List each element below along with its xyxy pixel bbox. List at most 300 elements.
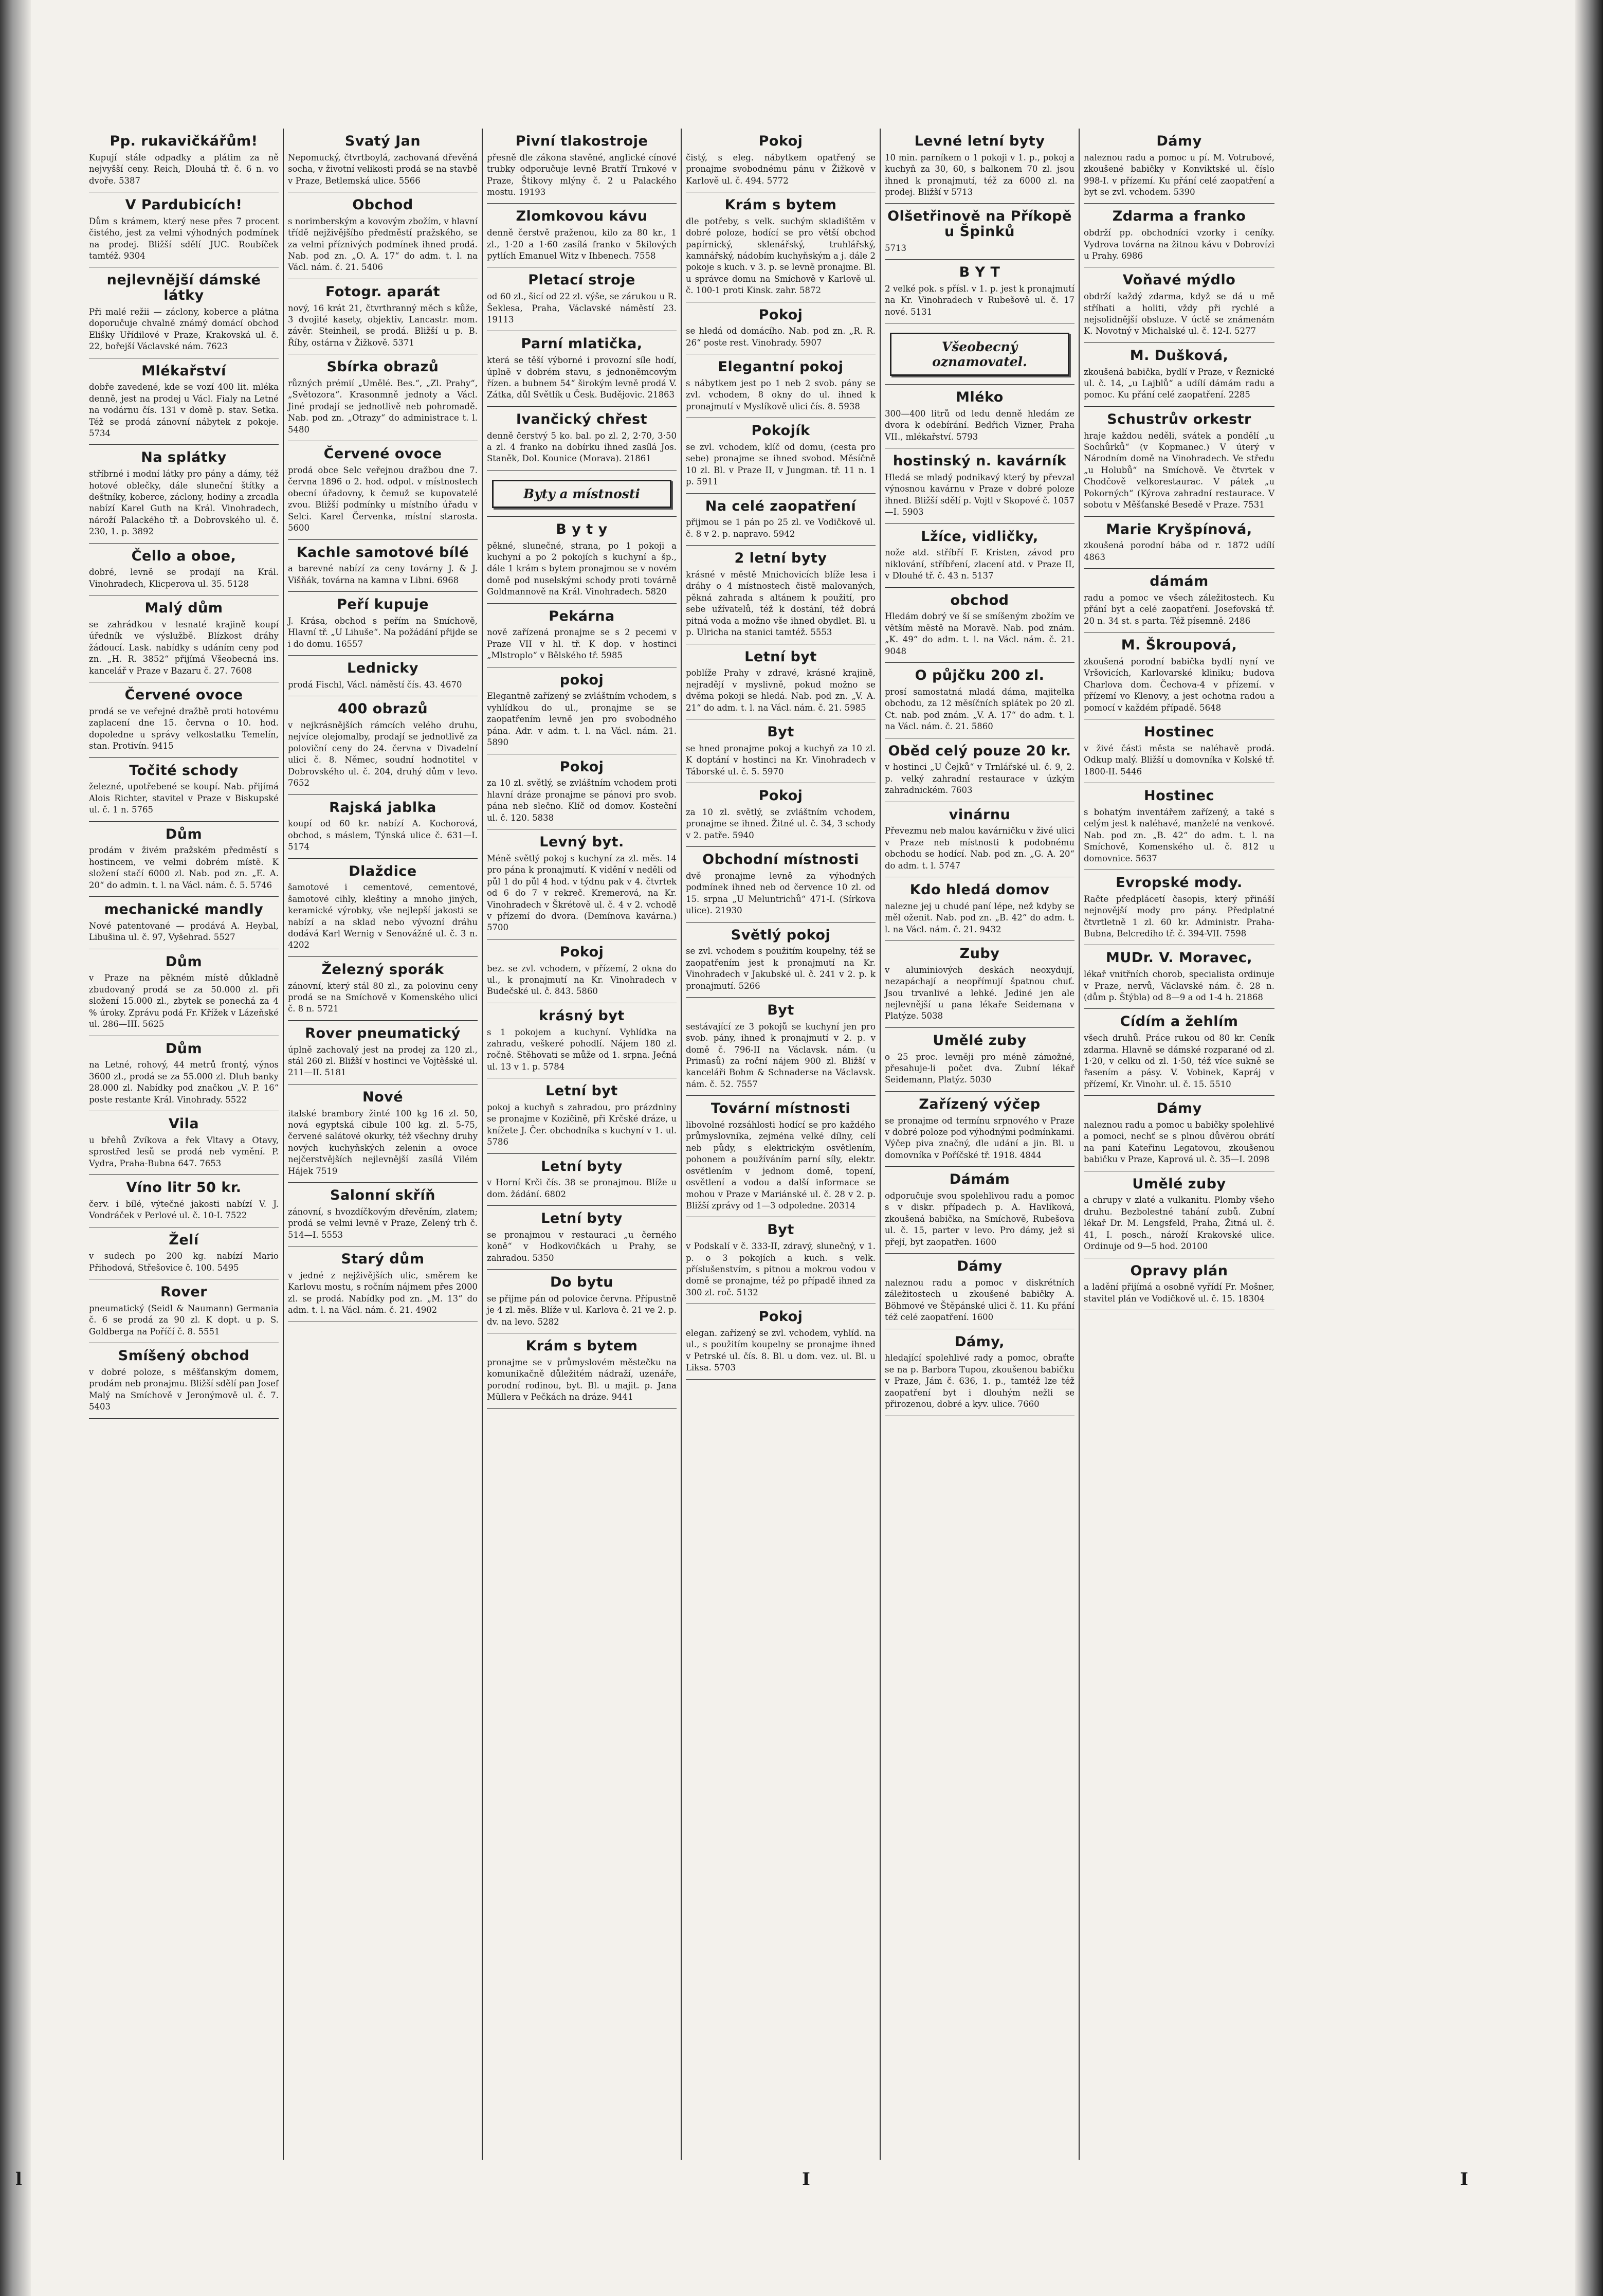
ad-headline: Kdo hledá domov [909,882,1050,898]
classified-ad [288,1183,478,1246]
ad-body: prodá obce Selc veřejnou dražbou dne 7. června 1896 o 2. hod. odpol. v místnostech obecní úřadovny, k čemuž se kupovatelé zvou. Bližší podmínky u místního úřadu v Selci. Karel Červenka, místní starosta. 5600 [288,465,478,533]
ad-headline: Nové [362,1089,404,1105]
classified-ad [885,260,1074,323]
classified-ad [686,847,876,922]
ad-headline: Elegantní pokoj [718,359,844,375]
ad-body: železné, upotřebené se koupí. Nab. přijímá Alois Richter, stavitel v Praze v Biskupské ul. č. 1 n. 5765 [89,782,279,815]
ad-body: dle potřeby, s velk. suchým skladištěm v dobré poloze, hodící se pro větší obchod papírnický, sklenářský, truhlářský, kamnářský, nádobím kuchyňským a j. dále 2 pokoje s kuch. v 3. p. se levně pronajme. Bl. u správce domu na Smíchově v Karlově ul. č. 100-1 proti Kinsk. zahr. 5872 [686,216,876,296]
classified-ad [885,663,1074,738]
scan-left-edge [0,0,31,2296]
classified-ad [89,544,279,596]
section-title: Byty a místnosti [492,480,671,508]
column-5 [881,129,1080,2160]
ad-body: od 60 zl., šicí od 22 zl. výše, se zárukou u R. Šeklesa, Praha, Václavské náměstí 23. 19113 [487,292,677,324]
classified-ad [89,1175,279,1227]
ad-headline: vinárnu [949,806,1011,823]
ad-body: Kupují stále odpadky a plátim za ně nejvyšší ceny. Reich, Dlouhá tř. č. 6 n. vo dvoře. 5387 [89,152,279,186]
ad-body: naleznou radu a pomoc u babičky spolehlivé a pomoci, nechť se s plnou důvěrou obrátí na paní Kateřinu Legatovou, zkoušenou babičku v Praze, Kaprová ul. č. 35—I. 2098 [1084,1119,1274,1165]
classified-ad [288,592,478,656]
ad-headline: Salonní skříň [330,1187,435,1204]
classified-ad [89,758,279,822]
ad-body: se zvl. vchodem, klíč od domu, (cesta pro sebe) pronajme se ihned svobod. Měsíčně 10 zl. Bl. v Praze II, v Jungman. tř. 11 n. 1 p. 5911 [686,442,876,487]
ad-body: dvě pronajme levně za výhodných podmínek ihned neb od července 10 zl. od 15. srpna „U Meluntrichů“ 471-I. (Sírkova ulice). 21930 [686,871,876,916]
scan-right-edge [1575,0,1603,2296]
classified-ad [89,192,279,267]
ad-body: prodá se ve veřejné dražbě proti hotovému zaplacení dne 15. června o 10. hod. dopoledne u správy velkostatku Temelín, stan. Protivín. 9415 [89,706,279,751]
classified-ad [487,829,677,939]
classified-ad [89,129,279,192]
ad-body: Račte předplácetí časopis, který přináší nejnovější mody pro pány. Předplatné čtvrtletně 1 zl. 60 kr. Administr. Praha-Bubna, Belcrediho tř. č. 394-VII. 7598 [1084,894,1274,938]
ad-headline: Cídím a žehlím [1120,1014,1238,1030]
ad-headline: Umělé zuby [933,1032,1027,1048]
column-4 [682,129,881,2160]
ad-body: pěkné, slunečné, strana, po 1 pokoji a kuchyní a po 2 pokojích s kuchyní a šp., dále 1 krám s bytem pronajmou se v novém domě pod nuselskými schody proti továrně Goldmannově na Král. Vinohradech. 5820 [487,540,677,597]
ad-headline: Ivančický chřest [516,411,648,427]
ad-body: a chrupy v zlaté a vulkanitu. Plomby všeho druhu. Bezbolestné tahání zubů. Zubní lékař Dr. M. Lengsfeld, Praha, Žitná ul. č. 41, I. posch., nároží Krakovské ulice. Ordinuje od 9—5 hod. 20100 [1084,1195,1274,1252]
classified-ad [1084,1009,1274,1096]
ad-headline: V Pardubicích! [125,197,243,213]
ad-headline: Sbírka obrazů [326,359,439,375]
classified-ad [487,204,677,267]
ad-headline: Hostinec [1144,788,1214,804]
ad-body: stříbrné i modní látky pro pány a dámy, též hotové oblečky, dále sluneční štítky a deštníky, koberce, záclony, hodiny a zrcadla nabízí Karel Guth na Král. Vinohradech, nároží Palackého tř. a Dobrovského ul. č. 230, 1. p. 3892 [89,469,279,537]
ad-body: se hned pronajme pokoj a kuchyň za 10 zl. K doptání v hostinci na Kr. Vinohradech v Táborské ul. č. 5. 5970 [686,743,876,776]
ad-headline: Pokoj [559,758,604,775]
classified-ad [885,204,1074,260]
classified-ad [686,418,876,493]
ad-headline: Zlomkovou kávu [516,208,648,225]
ad-body: v aluminiových deskách neoxydují, nezapáchají a neopřímují špatnou chuť. Jsou trvanlivé a lehké. Jediné jen ale nejlevnější u pana lékaře Seidemana v Platýze. 5038 [885,965,1074,1021]
ad-body: v Horní Krči čís. 38 se pronajmou. Blíže u dom. žádání. 6802 [487,1178,677,1199]
classified-ad [487,1270,677,1333]
ad-headline: Dámy [1156,1100,1202,1117]
ad-body: 5713 [885,243,906,253]
ad-headline: Malý dům [144,600,223,617]
page-mark-right: I [1460,2169,1468,2190]
classified-ad [686,129,876,192]
classified-ad [89,1036,279,1111]
ad-body: šamotové i cementové, cementové, šamotové cihly, kleštiny a mnoho jiných, keramické výrobky, vše nejlepší jakosti se nabízí a na sklad nebo vývozní dráhu dodává Karl Wernig v Senovážné ul. č. 3 n. 4202 [288,882,478,950]
column-6 [1080,129,1279,2160]
classified-ad [1084,267,1274,342]
classified-ad [1084,569,1274,632]
classified-ad [487,754,677,829]
ad-body: J. Krása, obchod s peřím na Smíchově, Hlavní tř. „U Lihuše“. Na požádání přijde se i do domu. 16557 [288,616,478,649]
ad-body: v Podskalí v č. 333-II, zdravý, slunečný, v 1. p. o 3 pokojích a kuch. s velk. příslušenstvím, s pitnou a mokrou vodou v domě se pronajme, též po případě ihned za 300 zl. roč. 5132 [686,1241,876,1297]
ad-body: u břehů Zvíkova a řek Vltavy a Otavy, sprostřed lesů se prodá neb vymění. P. Vydra, Praha-Bubna 647. 7653 [89,1135,279,1168]
ad-headline: Pokoj [758,306,803,323]
classified-ad [885,1167,1074,1254]
page-mark-left: l [15,2169,22,2190]
classified-ad [885,941,1074,1028]
ad-body: poblíže Prahy v zdravé, krásné krajině, nejradějí v myslivně, pokud možno se dvěma pokoji se hledá. Nab. pod zn. „V. A. 21“ do adm. t. l. na Václ. nám. č. 21. 5985 [686,668,876,713]
classified-ad [288,129,478,192]
ad-body: v nejkrásnějších rámcích velého druhu, nejvíce olejomalby, prodají se jednotlivě za poloviční ceny do 24. června v Divadelní ulici č. 8. Němec, soudní hodnotitel v Dobrovského ul. č. 204, druhý dům v levo. 7652 [288,720,478,788]
ad-headline: Pokoj [758,133,803,149]
ad-body: dobře zavedené, kde se vozí 400 lit. mléka denně, jest na prodej u Václ. Fialy na Letné na vodárnu čís. 131 v domě p. stav. Setka. Též se prodá zánovní nábytek z pokoje. 5734 [89,382,279,438]
classified-ad [885,385,1074,448]
classified-ad [1084,1171,1274,1258]
ad-headline: Lednicky [347,660,418,677]
ad-body: pneumatický (Seidl & Naumann) Germania č. 6 se prodá za 90 zl. K dopt. u p. S. Goldberga na Poříčí č. 8. 5551 [89,1303,279,1336]
newspaper-page [85,129,1478,2160]
ad-body: prodám v živém pražském předměstí s hostincem, ve velmi dobrém místě. K složení stačí 6000 zl. Nab. pod zn. „E. A. 20“ do admin. t. l. na Václ. nám. č. 5. 5746 [89,845,279,890]
ad-headline: B Y T [959,264,1000,281]
ad-body: zkoušená babička, bydlí v Praze, v Řeznické ul. č. 14, „u Lajblů“ a udílí dámám radu a pomoc. Ku přání celé zaopatření. 2285 [1084,367,1274,400]
ad-headline: Starý dům [341,1251,425,1268]
ad-headline: Dlaždice [349,863,417,879]
classified-ad [288,540,478,592]
classified-ad [89,445,279,543]
ad-body: se pronajme od termínu srpnového v Praze v dobré poloze pod výhodnými podmínkami. Výčep piva značný, dle udání a jin. Bl. u domovníka v Poříčské tř. 1918. 4844 [885,1115,1074,1160]
ad-body: libovolné rozsáhlosti hodící se pro každého průmyslovníka, zejména velké dílny, celí neb půdy, s elektrickým osvětlením, pohonem a používáním parní síly, elektr. osvětlením v jednom domě, topení, osvětlení a vodou a další informace se mohou v Praze v Mariánské ul. č. 28 v 2. p. Bližší zprávy od 1—3 odpoledne. 20314 [686,1119,876,1210]
ad-headline: Pp. rukavičkářům! [110,133,258,149]
ad-headline: Letní byt [545,1083,618,1099]
ad-headline: Byt [767,1222,794,1238]
ad-body: v hostinci „U Čejků“ v Trnlářské ul. č. 9, 2. p. velký zahradní restaurace v úzkým zahradnickém. 7603 [885,762,1074,796]
ad-headline: Rover pneumatický [305,1025,461,1041]
ad-headline: MUDr. V. Moravec, [1105,950,1253,966]
ad-headline: obchod [950,592,1009,608]
ad-body: Hledám dobrý ve ší se smíšeným zbožím ve větším městě na Moravě. Nab. pod znám. „K. 49“ do adm. t. l. na Václ. nám. č. 21. 9048 [885,611,1074,656]
ad-headline: M. Škroupová, [1121,637,1237,654]
ad-body: o 25 proc. levněji pro méně zámožné, přesahuje-li počet dva. Zubní lékař Seidemann, Platýz. 5030 [885,1052,1074,1085]
ad-body: která se těší výborné i provozní síle hodí, úplně v dobrém stavu, s jednoněmcovým řízen. a bubnem 54“ širokým levně prodá V. Zátka, důl Světlík u Česk. Budějovic. 21863 [487,355,677,400]
ad-body: s bohatým inventářem zařízený, a také s celým jest k naléhavé, manželé na venkové. Nab. pod zn. „B. 42“ do adm. t. l. na Smíchově, Komenského ul. č. 812 u domovnice. 5637 [1084,807,1274,863]
ad-body: různých prémií „Umělé. Bes.“, „Zl. Prahy“, „Světozora“. Krasonmně jednoty a Václ. Jiné prodají se jednotlivě neb pohromadě. Nab. pod zn. „Otrazy“ do administrace t. l. 5480 [288,378,478,435]
ad-headline: Tovární místnosti [711,1100,851,1117]
classified-ad [885,1028,1074,1092]
classified-ad [487,1206,677,1270]
classified-ad [487,1003,677,1078]
ad-body: bez. se zvl. vchodem, v přízemí, 2 okna do ul., k pronajmutí na Kr. Vinohradech v Budečské ul. č. 843. 5860 [487,963,677,997]
classified-ad [288,1246,478,1322]
classified-ad [487,604,677,667]
ad-headline: dámám [1150,573,1209,590]
ad-headline: Oběd celý pouze 20 kr. [888,743,1071,759]
ad-body: odporučuje svou spolehlivou radu a pomoc s v diskr. případech p. A. Havlíková, zkoušená babička, na Smíchově, Rubešova ul. č. 15, parter v levo. Pro dámy, jež si přejí, byt zaopatřen. 1600 [885,1191,1074,1247]
ad-body: naleznou radu a pomoc v diskrétních záležitostech u zkoušené babičky A. Böhmové ve Štěpánské ulici č. 11. Ku přání též celé zaopatření. 1600 [885,1277,1074,1323]
ad-body: přesně dle zákona stavěné, anglické cínové trubky odporučuje levně Bratří Trnkové v Praze, Štikovy mlýny č. 2 u Palackého mostu. 19193 [487,152,677,197]
ad-body: pokoj a kuchyň s zahradou, pro prázdniny se pronajme v Kozičině, při Krčské dráze, u knížete J. Čer. obchodníka s kuchyní v 1. ul. 5786 [487,1102,677,1147]
classified-ad [487,517,677,604]
ad-headline: Dámy, [954,1333,1005,1350]
ad-body: se zvl. vchodem s použitím koupelny, též se zaopatřením jest k pronajmutí na Kr. Vinohradech v Jakubské ul. č. 241 v 2. p. k pronajmutí. 5266 [686,946,876,991]
classified-ad [288,1021,478,1084]
ad-headline: Hostinec [1144,724,1214,740]
ad-body: Méně světlý pokoj s kuchyní za zl. měs. 14 pro pána k pronajmutí. K vidění v neděli od půl 1 do půl 4 hod. v týdnu pak v 4. čtvrtek od 6 do 7 v rekreč. Kremerová, na Kr. Vinohradech v Škrétově ul. č. 4 v 2. vchodě v přízemí do dvora. (Demínova kavárna.) 5700 [487,853,677,933]
ad-body: Převezmu neb malou kavárničku v živé ulici v Praze neb místnosti k podobnému obchodu se hodící. Nab. pod zn. „G. A. 20“ do adm. t. l. 5747 [885,826,1074,871]
column-1 [85,129,284,2160]
ad-body: za 10 zl. světlý, se zvláštním vchodem, pronajme se ihned. Žitné ul. č. 34, 3 schody v 2. patře. 5940 [686,807,876,840]
ad-body: zkoušená porodní babička bydlí nyní ve Vršovicích, Karlovarské kliniku; budova Charlova dom. Čechova-4 v přízemí. v přízemí vo Klenovy, a jest ochotna radou a pomocí v každém případě. 5648 [1084,656,1274,713]
ad-body: v jedné z nejživějších ulic, směrem ke Karlovu mostu, s ročním nájmem přes 2000 zl. se prodá. Nabídky pod zn. „M. 13“ do adm. t. l. na Václ. nám. č. 21. 4902 [288,1270,478,1315]
classified-ad [686,546,876,644]
ad-headline: Vila [168,1115,199,1132]
classified-ad [89,897,279,949]
classified-ad [1084,719,1274,783]
ad-headline: Parní mlatička, [521,336,643,352]
classified-ad [1084,783,1274,870]
classified-ad [487,267,677,331]
ad-headline: Pekárna [549,608,615,624]
ad-headline: Zařízený výčep [919,1096,1041,1112]
ad-body: s norimberským a kovovým zbožím, v hlavní třídě nejživějšího předměstí pražského, se za velmi příznivých podmínek ihned prodá. Nab. pod zn. „O. A. 17“ do adm. t. l. na Václ. nám. č. 21. 5406 [288,216,478,273]
ad-headline: Pokoj [559,944,604,960]
ad-body: Nepomucký, čtvrtboylá, zachovaná dřevěná socha, v životní velikosti prodá se na stavbě v Praze, Betlemská ulice. 5566 [288,152,478,186]
ad-body: zkoušená porodní bába od r. 1872 udílí 4863 [1084,540,1274,562]
classified-ad [686,1096,876,1217]
ad-headline: Umělé zuby [1132,1176,1226,1192]
ad-body: 10 min. parníkem o 1 pokoji v 1. p., pokoj a kuchyň za 30, 60, s balkonem 70 zl. jsou ihned k pronajmutí, též za 6000 zl. na prodej. Bližší v 5713 [885,152,1074,197]
classified-ad [89,1279,279,1343]
ad-body: Nové patentované — prodává A. Heybal, Libušina ul. č. 97, Vyšehrad. 5527 [89,920,279,943]
ad-headline: Točité schody [129,762,239,779]
classified-ad [1084,1096,1274,1171]
classified-ad [288,441,478,539]
ad-body: za 10 zl. světlý, se zvláštním vchodem proti hlavní dráze pronajme se pánovi pro svob. pána neb slečno. Klíč od domov. Kosteční ul. č. 120. 5838 [487,778,677,823]
ad-headline: Voňavé mýdlo [1122,272,1236,288]
ad-body: pronajme se v průmyslovém městečku na komunikačně důležitém nádraží, uzenáře, porodní rodinou, byt. Bl. u majit. p. Jana Müllera v Pečkách na dráze. 9441 [487,1357,677,1402]
ad-body: obdrží pp. obchodníci vzorky i ceníky. Vydrova továrna na žitnou kávu v Dobrovízi u Prahy. 6986 [1084,228,1274,261]
classified-ad [487,407,677,471]
ad-body: prodá Fischl, Václ. náměstí čís. 43. 4670 [288,679,462,690]
ad-body: nově zařízená pronajme se s 2 pecemi v Praze VII v hl. tř. K dop. v hostinci „Mlstroplo“ v Bělského tř. 5985 [487,627,677,661]
ad-headline: Opravy plán [1130,1262,1228,1279]
ad-headline: krásný byt [539,1007,625,1024]
ad-headline: Pokoj [758,788,803,804]
classified-ad [885,588,1074,663]
classified-ad [686,644,876,719]
ad-body: v živé části města se naléhavě prodá. Odkup malý. Bližší u domovníka v Kolské tř. 1800-II. 5446 [1084,743,1274,776]
ad-headline: Mléko [956,389,1004,406]
ad-headline: Pokojík [751,423,810,439]
ad-body: a ladění přijímá a osobně vyřídí Fr. Mošner, stavitel plán ve Vodičkově ul. č. 15. 18304 [1084,1282,1274,1304]
ad-body: denně čerstvě praženou, kilo za 80 kr., 1 zl., 1·20 a 1·60 zasílá franko v 5kilových pytlích Emanuel Witz v Ihbenech. 7558 [487,228,677,261]
ad-body: červ. i bílé, výtečné jakosti nabízí V. J. Vondráček v Perlové ul. č. 10-I. 7522 [89,1199,279,1221]
classified-ad [1084,343,1274,407]
classified-ad [686,923,876,998]
classified-ad [89,595,279,682]
ad-body: 2 velké pok. s přísl. v 1. p. jest k pronajmutí na Kr. Vinohradech v Rubešově ul. č. 17 nové. 5131 [885,283,1074,317]
classified-ad [885,448,1074,523]
ad-headline: Smíšený obchod [118,1348,250,1364]
ad-body: koupí od 60 kr. nabízí A. Kochorová, obchod, s máslem, Týnská ulice č. 631—I. 5174 [288,819,478,852]
ad-headline: Dámám [949,1171,1010,1188]
ad-headline: Byt [767,1002,794,1018]
ad-headline: Do bytu [550,1274,613,1291]
ad-headline: Letní byty [541,1158,623,1174]
ad-body: hledající spolehlivé rady a pomoc, obraťte se na p. Barbora Tupou, zkoušenou babičku v Praze, Jám č. 636, 1. p., tamtéž lze též zaopatření byt i dlouhým nežli se přirozenou, dobré a kyv. ulice. 7660 [885,1353,1074,1409]
classified-ad [885,877,1074,941]
ad-body: a barevné nabízí za ceny továrny J. & J. Višňák, továrna na kamna v Libni. 6968 [288,564,478,585]
ad-headline: Krám s bytem [724,197,837,213]
ad-body: italské brambory žinté 100 kg 16 zl. 50, nová egyptská cibule 100 kg. zl. 5-75, červené salátové okurky, též všechny druhy nových kuchyňských zelenin a ovoce nejčerstvějších nejlevnější zasílá Vilém Hájek 7519 [288,1108,478,1176]
ad-body: v dobré poloze, s měšťanským domem, prodám neb pronajmu. Bližší sdělí pan Josef Malý na Smíchově v Jeronýmově ul. č. 7. 5403 [89,1367,279,1412]
ad-headline: Dámy [957,1258,1003,1275]
classified-ad [686,354,876,418]
ad-headline: Želí [169,1232,199,1248]
ad-body: nový, 16 krát 21, čtvrthranný měch s kůže, 3 dvojité kasety, objektiv, Lancastr. mom. závěr. Steinheil, se prodá. Bližší u p. B. Říhy, ostárna v Žižkově. 5371 [288,303,478,348]
classified-ad [288,1084,478,1183]
ad-headline: nejlevnější dámské látky [106,272,261,304]
ad-body: elegan. zařízený se zvl. vchodem, vyhlíd. na ul., s použitím koupelny se pronajme ihned v Petrské ul. čís. 8. Bl. u dom. vez. ul. Bl. u Liksa. 5703 [686,1328,876,1373]
ad-body: Při malé režii — záclony, koberce a plátna doporučuje chvalně známý domácí obchod Elišky Uřídilové v Praze, Krakovská ul. č. 22, bořejší Václavské nám. 7623 [89,306,279,352]
ad-body: se hledá od domácího. Nab. pod zn. „R. R. 26“ poste rest. Vinohrady. 5907 [686,326,876,348]
classified-ad [1084,870,1274,945]
ad-headline: hostinský n. kavárník [892,453,1067,469]
classified-ad [89,1343,279,1418]
classified-ad [288,354,478,441]
column-3 [483,129,682,2160]
classified-ad [288,696,478,794]
ad-headline: Víno litr 50 kr. [126,1179,242,1196]
ad-headline: 2 letní byty [734,550,827,567]
ad-headline: Železný sporák [321,961,444,978]
ad-headline: Letní byty [541,1210,623,1227]
ad-headline: Kachle samotové bílé [296,544,469,561]
classified-ad [89,1111,279,1175]
ad-body: 300—400 litrů od ledu denně hledám ze dvora k odebírání. Bedřich Vizner, Praha VII., mlékařství. 5793 [885,408,1074,442]
ad-headline: Fotogr. aparát [325,283,440,300]
classified-ad [89,822,279,897]
ad-body: obdrží každý zdarma, když se dá u mě stříhati a holiti, vždy při rychlé a nejsolidnější obsluze. V úctě se známenám K. Novotný v Michalské ul. č. 12-I. 5277 [1084,292,1274,336]
classified-ad [686,719,876,783]
classified-ad [885,129,1074,204]
ad-headline: Marie Kryšpínová, [1106,521,1252,537]
ad-headline: Zuby [959,946,1000,962]
ad-headline: Dům [165,1040,203,1057]
ad-headline: Levné letní byty [914,133,1045,149]
ad-body: dobré, levně se prodají na Král. Vinohradech, Klicperova ul. 35. 5128 [89,567,279,589]
classified-ad [1084,129,1274,204]
classified-ad [885,738,1074,802]
ad-headline: 400 obrazů [337,701,428,717]
ad-body: zánovní, který stál 80 zl., za polovinu ceny prodá se na Smíchově v Komenského ulici č. 8 n. 5721 [288,981,478,1014]
classified-ad [885,1254,1074,1329]
ad-body: sestávající ze 3 pokojů se kuchyní jen pro svob. pány, ihned k pronajmutí v 2. p. v domě č. 796-II na Václavsk. nám. (u Primasů) za roční nájem 900 zl. Bližší v kanceláři Bohm & Schnaderse na Václavsk. nám. č. 52. 7557 [686,1021,876,1089]
classified-ad [1084,1258,1274,1311]
ad-body: na Letné, rohový, 44 metrů frontý, výnos 3600 zl., prodá se za 55.000 zl. Dluh banky 28.000 zl. Nabídky pod značkou „V. P. 16“ poste restante Král. Vinohrady. 5522 [89,1060,279,1105]
classified-ad [686,1304,876,1379]
ad-headline: Mlékařství [141,363,226,379]
ad-headline: pokoj [559,672,604,688]
ad-headline: Schustrův orkestr [1107,411,1251,427]
ad-headline: Levný byt. [539,834,624,851]
classified-ad [1084,407,1274,517]
ad-headline: Na celé zaopatření [705,498,857,514]
classified-ad [288,656,478,696]
classified-ad [89,358,279,445]
classified-ad [487,129,677,204]
ad-headline: Krám s bytem [525,1338,638,1354]
ad-headline: Červené ovoce [323,446,442,462]
ad-body: úplně zachovalý jest na prodej za 120 zl., stál 260 zl. Bližší v hostinci ve Vojtěšské ul. 211—II. 5181 [288,1044,478,1078]
classified-ad [487,939,677,1003]
ad-headline: mechanické mandly [104,901,264,918]
classified-ad [686,192,876,302]
classified-ad [1084,945,1274,1009]
ad-body: lékař vnitřních chorob, specialista ordinuje v Praze, nervů, Václavské nám. č. 28 n. (dům p. Štýbla) od 8—9 a od 1-4 h. 21868 [1084,969,1274,1002]
ad-headline: Lžíce, vidličky, [921,528,1039,545]
ad-body: se zahrádkou v lesnaté krajině koupí úředník ve výslužbě. Blízkost dráhy žádoucí. Lask. nabídky s udáním ceny pod zn. „H. R. 3852“ přijímá Všeobecná ins. kancelář v Praze v Bazaru č. 27. 7608 [89,620,279,676]
classified-ad [1084,517,1274,569]
ad-headline: Pokoj [758,1309,803,1325]
classified-ad [487,1333,677,1408]
section-header-box [885,323,1074,385]
ad-body: s 1 pokojem a kuchyní. Vyhlídka na zahradu, veškeré pohodlí. Nájem 180 zl. ročně. Stěhovati se může od 1. srpna. Ječná ul. 13 v 1. p. 5784 [487,1027,677,1072]
ad-headline: Peří kupuje [337,596,429,613]
ad-body: v sudech po 200 kg. nabízí Mario Přihodová, Střešovice č. 100. 5495 [89,1251,279,1273]
ad-headline: Obchod [352,197,413,213]
classified-ad [288,795,478,859]
ad-headline: Evropské mody. [1116,874,1243,891]
classified-ad [487,331,677,406]
classified-ad [1084,632,1274,719]
ad-headline: Obchodní místnosti [702,852,859,868]
ad-body: čistý, s eleg. nábytkem opatřený se pronajme svobodnému pánu v Žižkově v Karlově ul. č. 494. 5772 [686,152,876,186]
ad-headline: Letní byt [744,648,817,665]
ad-headline: Olšetřinově na Příkopě u Špinků [887,208,1072,240]
ad-body: denně čerstvý 5 ko. bal. po zl. 2, 2·70, 3·50 a zl. 4 franko na dobírku ihned zasílá Jos. Staněk, Dol. Kounice (Morava). 21861 [487,430,677,464]
ad-body: zánovní, s hvozdíčkovým dřevěním, zlatem; prodá se velmi levně v Praze, Zelený trh č. 514—I. 5553 [288,1206,478,1240]
classified-ad [686,1217,876,1304]
ad-body: všech druhů. Práce rukou od 80 kr. Ceník zdarma. Hlavně se dámské rozparané od zl. 1·20, v celku od zl. 1·50, též více sukně se řasením a pásy. V. Vobinek, Kapráj v přízemí, Kr. Vinohr. ul. č. 15. 5510 [1084,1033,1274,1089]
ad-headline: Svatý Jan [344,133,421,149]
classified-ad [1084,204,1274,267]
classified-ad [686,998,876,1096]
classified-ad [885,1329,1074,1416]
ad-body: nalezne jej u chudé paní lépe, než kdyby se měl oženit. Nab. pod zn. „B. 42“ do adm. t. l. na Václ. nám. č. 21. 9432 [885,901,1074,934]
page-mark-center: I [802,2169,810,2190]
ad-headline: Čello a oboe, [131,548,236,564]
ad-headline: Zdarma a franko [1112,208,1246,225]
classified-ad [89,267,279,358]
ad-body: hraje každou neděli, svátek a pondělí „u Sochůrků“ (v Kopmanec.) V úterý v Národním domě na Vinohradech. Ve středu „u Holubů“ na Smíchově. Ve čtvrtek v Chodčově velkorestaurac. V pátek „u Pokorných“ (Kýrova zahradní restaurace. V sobotu v Měšťanské Besedě v Praze. 7531 [1084,430,1274,510]
classified-ad [487,1078,677,1153]
classified-ad [686,302,876,355]
ad-body: Hledá se mladý podnikavý který by převzal výnosnou kavárnu v Praze v dobré poloze ihned. Bližší sdělí p. Vojtl v Skopové č. 1057—I. 5903 [885,472,1074,517]
classified-ad [89,682,279,757]
ad-headline: M. Dušková, [1130,347,1229,364]
column-2 [284,129,483,2160]
ad-headline: Dům [165,826,203,842]
classified-ad [288,859,478,957]
classified-ad [89,949,279,1036]
ad-headline: Pivní tlakostroje [515,133,648,149]
ad-headline: B y t y [556,521,608,537]
classified-ad [885,802,1074,877]
ad-headline: Pletací stroje [528,272,635,288]
ad-body: se přijme pán od polovice června. Přípustně je 4 zl. měs. Blíže v ul. Karlova č. 21 ve 2. p. dv. na levo. 5282 [487,1293,677,1327]
classified-ad [686,494,876,546]
classified-ad [487,667,677,754]
classified-ad [288,192,478,279]
ad-headline: Červené ovoce [124,687,243,703]
ad-headline: Na splátky [141,449,227,466]
classified-ad [89,1227,279,1280]
ad-body: prosí samostatná mladá dáma, majitelka obchodu, za 12 měsíčních splátek po 20 zl. Ct. nab. pod znám. „V. A. 17“ do adm. t. l. na Václ. nám. č. 21. 5860 [885,686,1074,732]
ad-body: v Praze na pěkném místě důkladně zbudovaný prodá se za 50.000 zl. při složení 15.000 zl., zbytek se ponechá za 4 % úroky. Zprávu podá Fr. Křížek v Lázeňské ul. 286—III. 5625 [89,973,279,1029]
ad-body: Elegantně zařízený se zvláštním vchodem, s vyhlídkou do ul., pronajme se se zaopatřením levně jen pro svobodného pána. Adr. v adm. t. l. na Václ. nám. 21. 5890 [487,691,677,748]
ad-body: s nábytkem jest po 1 neb 2 svob. pány se zvl. vchodem, 8 okny do ul. ihned k pronajmutí v Myslíkově ulici čís. 8. 5938 [686,378,876,411]
section-title: Všeobecný oznamovatel. [890,333,1069,376]
ad-body: nože atd. stříbří F. Kristen, závod pro niklování, stříbření, zlacení atd. v Praze II, v Dlouhé tř. č. 43 n. 5137 [885,548,1074,581]
classified-ad [885,1092,1074,1167]
ad-body: naleznou radu a pomoc u pí. M. Votrubové, zkoušené babičky v Konviktské ul. číslo 998-I. v přízemí. Ku přání celé zaopatření a byt se zvl. vchodem. 5390 [1084,152,1274,197]
classified-ad [885,524,1074,588]
ad-body: se pronajmou v restauraci „u černého koně“ v Hodkovičkách u Prahy, se zahradou. 5350 [487,1230,677,1263]
